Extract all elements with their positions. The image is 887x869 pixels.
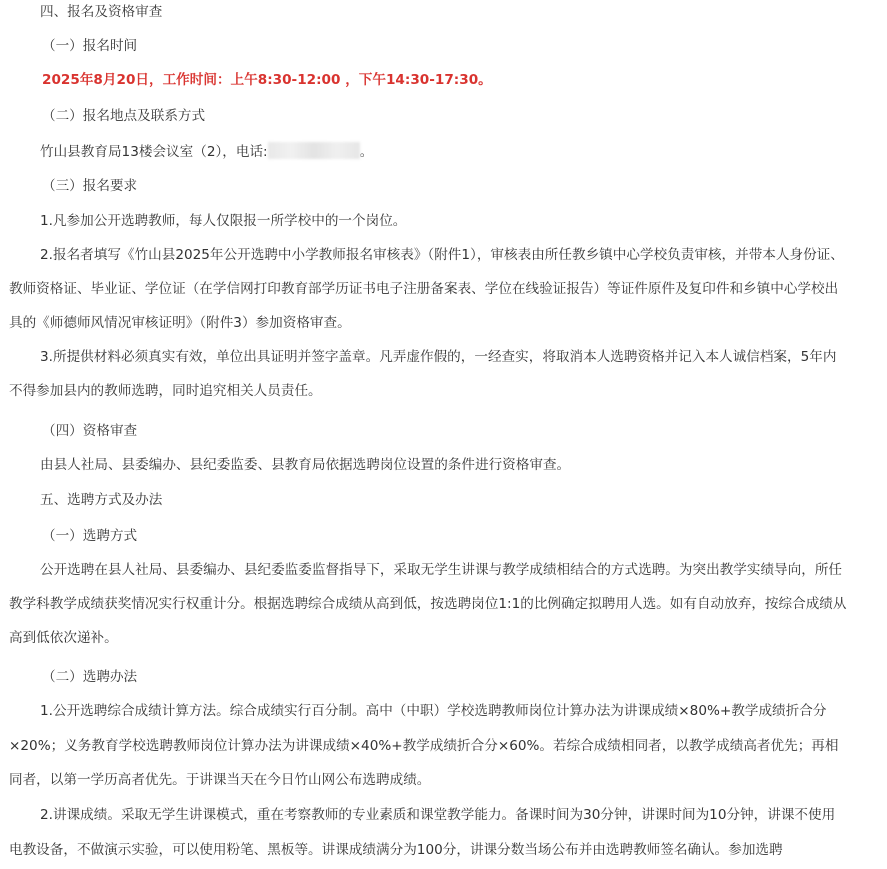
requirement-item-2: 2.报名者填写《竹山县2025年公开选聘中小学教师报名审核表》（附件1），审核表由所任教乡镇中心学校负责审核，并带本人身份证、教师资格证、毕业证、学位证（在学信网打印教育部学历证书电子注册备案表、学位在线验证报告）等证件原件及复印件和乡镇中心学校出具的《师德师风情况审核证明》（附件3）参加资格审查。	[9, 247, 844, 331]
selection-method-text: 公开选聘在县人社局、县委编办、县纪委监委监督指导下，采取无学生讲课与教学成绩相结合的方式选聘。为突出教学实绩导向，所任教学科教学成绩获奖情况实行权重计分。根据选聘综合成绩从高到低，按选聘岗位1:1的比例确定拟聘用人选。如有自动放弃，按综合成绩从高到低依次递补。	[9, 562, 847, 646]
registration-time-text: 2025年8月20日，工作时间：上午8:30-12:00 ，下午14:30-17:30。	[42, 72, 492, 88]
requirement-item-2-block	[9, 238, 847, 340]
subheading-registration-time: （一）报名时间	[42, 38, 138, 54]
section-heading-5: 五、选聘方式及办法	[40, 492, 163, 508]
subheading-selection-procedure: （二）选聘办法	[42, 669, 138, 685]
procedure-item-1: 1.公开选聘综合成绩计算方法。综合成绩实行百分制。高中（中职）学校选聘教师岗位计算办法为讲课成绩×80%+教学成绩折合分×20%；义务教育学校选聘教师岗位计算办法为讲课成绩×40%+教学成绩折合分×60%。若综合成绩相同者，以教学成绩高者优先；再相同者，以第一学历高者优先。于讲课当天在今日竹山网公布选聘成绩。	[9, 703, 839, 788]
procedure-item-2: 2.讲课成绩。采取无学生讲课模式，重在考察教师的专业素质和课堂教学能力。备课时间为30分钟，讲课时间为10分钟，讲课不使用电教设备，不做演示实验，可以使用粉笔、黑板等。讲课成绩满分为100分，讲课分数当场公布并由选聘教师签名确认。参加选聘	[9, 807, 836, 858]
requirement-item-3: 3.所提供材料必须真实有效，单位出具证明并签字盖章。凡弄虚作假的，一经查实，将取消本人选聘资格并记入本人诚信档案，5年内不得参加县内的教师选聘，同时追究相关人员责任。	[9, 349, 837, 399]
subheading-selection-method: （一）选聘方式	[42, 528, 138, 544]
location-prefix: 竹山县教育局13楼会议室（2），电话:	[40, 144, 268, 160]
section-heading-4: 四、报名及资格审查	[40, 4, 163, 20]
subheading-qualification-review: （四）资格审查	[42, 423, 138, 439]
subheading-registration-location: （二）报名地点及联系方式	[42, 108, 206, 124]
redacted-phone-number	[268, 142, 360, 159]
procedure-item-2-block	[9, 798, 847, 867]
subheading-registration-requirements: （三）报名要求	[42, 178, 138, 194]
procedure-item-1-block	[9, 694, 847, 798]
registration-location-text	[40, 140, 847, 164]
requirement-item-1: 1.凡参加公开选聘教师，每人仅限报一所学校中的一个岗位。	[40, 213, 407, 229]
location-suffix: 。	[359, 144, 374, 160]
qualification-review-text: 由县人社局、县委编办、县纪委监委、县教育局依据选聘岗位设置的条件进行资格审查。	[40, 457, 571, 473]
requirement-item-3-block	[9, 340, 847, 408]
selection-method-block	[9, 553, 847, 655]
